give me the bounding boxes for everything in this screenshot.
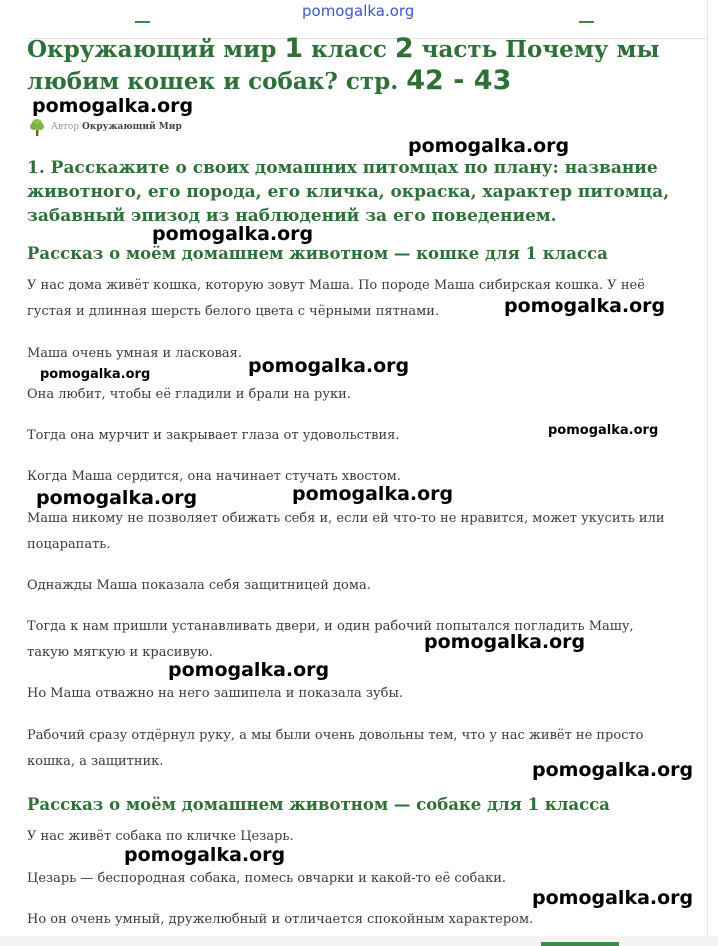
story-paragraph: Цезарь — беспородная собака, помесь овчарки и какой-то её собаки. [27,871,507,886]
watermark: pomogalka.org [168,659,330,681]
author-line [27,118,182,136]
watermark: pomogalka.org [292,483,454,505]
story-paragraph: Маша никому не позволяет обижать себя и, если ей что-то не нравится, может укусить или поцарапать. [27,511,665,552]
story-paragraph: Тогда к нам пришли устанавливать двери, и один рабочий попытался погладить Машу, такую мягкую и красивую. [27,619,634,660]
title-part: класс [303,36,395,63]
story-paragraph: Однажды Маша показала себя защитницей дома. [27,578,371,593]
page-title [27,33,707,97]
footer-accent [541,942,619,946]
story-paragraph: Она любит, чтобы её гладили и брали на руки. [27,387,351,402]
story-paragraph: Но Маша отважно на него зашипела и показала зубы. [27,686,403,701]
title-part: часть Почему мы любим кошек и собак? стр. [27,36,660,95]
watermark: pomogalka.org [32,95,194,117]
task-question: 1. Расскажите о своих домашних питомцах по плану: название животного, его порода, его кличка, окраска, характер питомца, забавный эпизод из наблюдений за его поведением. [27,158,670,226]
watermark: pomogalka.org [408,135,570,157]
title-pages: 42 - 43 [406,65,512,96]
header-accent-right [579,21,594,23]
header-accent-left [135,21,150,23]
content-border [707,0,708,946]
watermark: pomogalka.org [532,759,694,781]
story-paragraph: Тогда она мурчит и закрывает глаза от удовольствия. [27,428,400,443]
watermark: pomogalka.org [40,367,151,382]
tree-icon [27,118,47,136]
watermark: pomogalka.org [302,2,415,20]
watermark: pomogalka.org [532,887,694,909]
watermark: pomogalka.org [504,295,666,317]
story-paragraph: У нас дома живёт кошка, которую зовут Маша. По породе Маша сибирская кошка. У неё густая и длинная шерсть белого цвета с чёрными пятнами. [27,278,645,319]
watermark: pomogalka.org [36,487,198,509]
title-grade: 1 [284,33,304,64]
watermark: pomogalka.org [248,355,410,377]
story-paragraph: У нас живёт собака по кличке Цезарь. [27,829,294,844]
story-paragraph: Рабочий сразу отдёрнул руку, а мы были очень довольны тем, что у нас живёт не просто кошка, а защитник. [27,728,644,769]
dog-story-title: Рассказ о моём домашнем животном — собаке для 1 класса [27,795,610,814]
cat-story-title: Рассказ о моём домашнем животном — кошке для 1 класса [27,244,608,263]
title-part-number: 2 [394,33,414,64]
author-link[interactable]: Окружающий Мир [82,122,182,132]
author-label: Автор [51,122,80,132]
story-paragraph: Когда Маша сердится, она начинает стучать хвостом. [27,469,401,484]
watermark: pomogalka.org [152,223,314,245]
watermark: pomogalka.org [424,631,586,653]
story-paragraph: Но он очень умный, дружелюбный и отличается спокойным характером. [27,912,534,927]
watermark: pomogalka.org [548,423,659,438]
title-part: Окружающий мир [27,36,285,63]
watermark: pomogalka.org [124,844,286,866]
story-paragraph: Маша очень умная и ласковая. [27,346,242,361]
